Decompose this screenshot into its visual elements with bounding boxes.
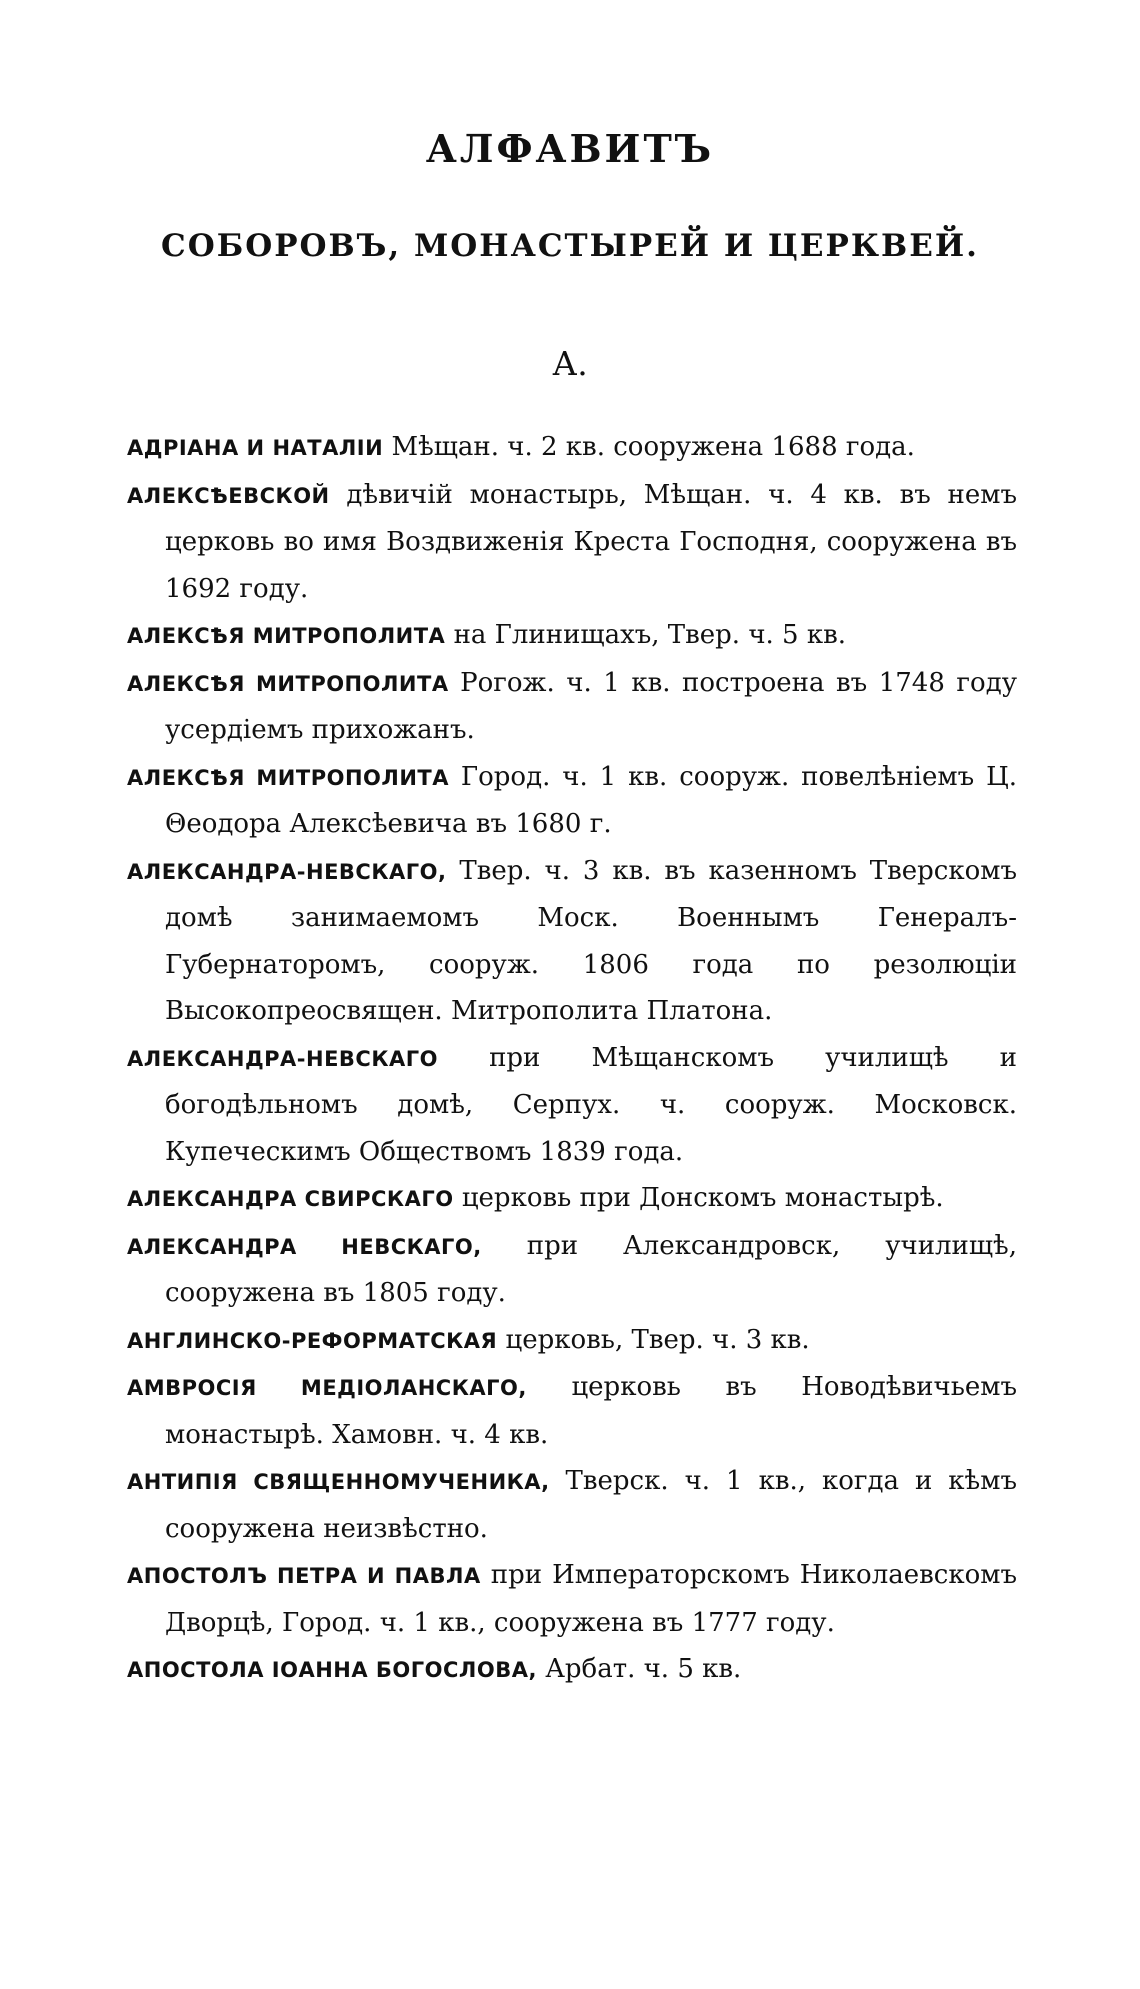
entry-text: Арбат. ч. 5 кв. — [545, 1654, 742, 1684]
entry-head: АЛЕКСАНДРА-НЕВСКАГО, — [127, 859, 447, 884]
page-subtitle: СОБОРОВЪ, МОНАСТЫРЕЙ И ЦЕРКВЕЙ. — [161, 228, 979, 264]
entry-alekseya-2 — [127, 660, 1017, 754]
entry-text: Мѣщан. ч. 2 кв. сооружена 1688 года. — [391, 432, 915, 462]
entry-text: при Александровск, училищѣ, сооружена въ 1805 году. — [165, 1230, 1017, 1308]
entry-aleksandra-3 — [127, 1223, 1017, 1317]
entry-aleksandra-1 — [127, 848, 1017, 1035]
entry-adriana — [127, 424, 1017, 472]
entry-text: Тверск. ч. 1 кв., когда и кѣмъ сооружена неизвѣстно. — [165, 1466, 1017, 1544]
entry-head: АЛЕКСѢЯ МИТРОПОЛИТА — [127, 671, 449, 696]
entry-anglinsko — [127, 1317, 1017, 1365]
entry-head: АПОСТОЛА ІОАННА БОГОСЛОВА, — [127, 1658, 537, 1682]
entry-head: АНТИПІЯ СВЯЩЕННОМУЧЕНИКА, — [127, 1470, 550, 1494]
entry-head: АДРІАНА И НАТАЛІИ — [127, 436, 384, 460]
entry-head: АЛЕКСАНДРА НЕВСКАГО, — [127, 1234, 482, 1259]
entry-alekseya-3 — [127, 754, 1017, 848]
entry-text: на Глинищахъ, Твер. ч. 5 кв. — [453, 620, 847, 650]
entry-head: АНГЛИНСКО-РЕФОРМАТСКАЯ — [127, 1328, 498, 1353]
entry-text: при Императорскомъ Николаевскомъ Дворцѣ, Город. ч. 1 кв., сооружена въ 1777 году. — [165, 1560, 1017, 1638]
entry-text: Город. ч. 1 кв. сооруж. повелѣніемъ Ц. Θеодора Алексѣевича въ 1680 г. — [165, 761, 1018, 839]
entry-alekseya-1 — [127, 612, 1017, 660]
entry-alekseevskoy — [127, 472, 1017, 613]
entry-list — [127, 424, 1017, 1694]
entry-text: церковь при Донскомъ монастырѣ. — [461, 1183, 944, 1213]
entry-apostola-ioanna — [127, 1646, 1017, 1694]
section-letter: А. — [552, 344, 588, 383]
entry-head: АЛЕКСѢЯ МИТРОПОЛИТА — [127, 624, 446, 648]
entry-head: АЛЕКСАНДРА-НЕВСКАГО — [127, 1046, 438, 1071]
entry-aleksandra-svirskago — [127, 1175, 1017, 1223]
entry-antipiya — [127, 1458, 1017, 1552]
entry-head: АМВРОСІЯ МЕДІОЛАНСКАГО, — [127, 1376, 527, 1400]
entry-aleksandra-2 — [127, 1035, 1017, 1176]
entry-text: при Мѣщанскомъ училищѣ и богодѣльномъ домѣ, Серпух. ч. сооруж. Московск. Купеческимъ Обществомъ 1839 года. — [165, 1042, 1017, 1167]
entry-head: АПОСТОЛЪ ПЕТРА И ПАВЛА — [127, 1564, 481, 1588]
entry-head: АЛЕКСѢЕВСКОЙ — [127, 483, 330, 508]
entry-apostol-petra — [127, 1552, 1017, 1646]
entry-head: АЛЕКСАНДРА СВИРСКАГО — [127, 1187, 454, 1211]
entry-head: АЛЕКСѢЯ МИТРОПОЛИТА — [127, 765, 449, 790]
page-title: АЛФАВИТЪ — [425, 126, 715, 171]
entry-amvrosiya — [127, 1364, 1017, 1458]
entry-text: дѣвичій монастырь, Мѣщан. ч. 4 кв. въ немъ церковь во имя Воздвиженія Креста Господня, сооружена въ 1692 году. — [165, 479, 1017, 604]
entry-text: церковь, Твер. ч. 3 кв. — [505, 1324, 810, 1355]
entry-text: церковь въ Новодѣвичьемъ монастырѣ. Хамовн. ч. 4 кв. — [165, 1372, 1017, 1450]
entry-text: Твер. ч. 3 кв. въ казенномъ Тверскомъ домѣ занимаемомъ Моск. Военнымъ Генералъ-Губернаторомъ, сооруж. 1806 года по резолюціи Высокопреосвящен. Митрополита Платона. — [165, 855, 1018, 1026]
entry-text: Рогож. ч. 1 кв. построена въ 1748 году усердіемъ прихожанъ. — [165, 667, 1017, 745]
